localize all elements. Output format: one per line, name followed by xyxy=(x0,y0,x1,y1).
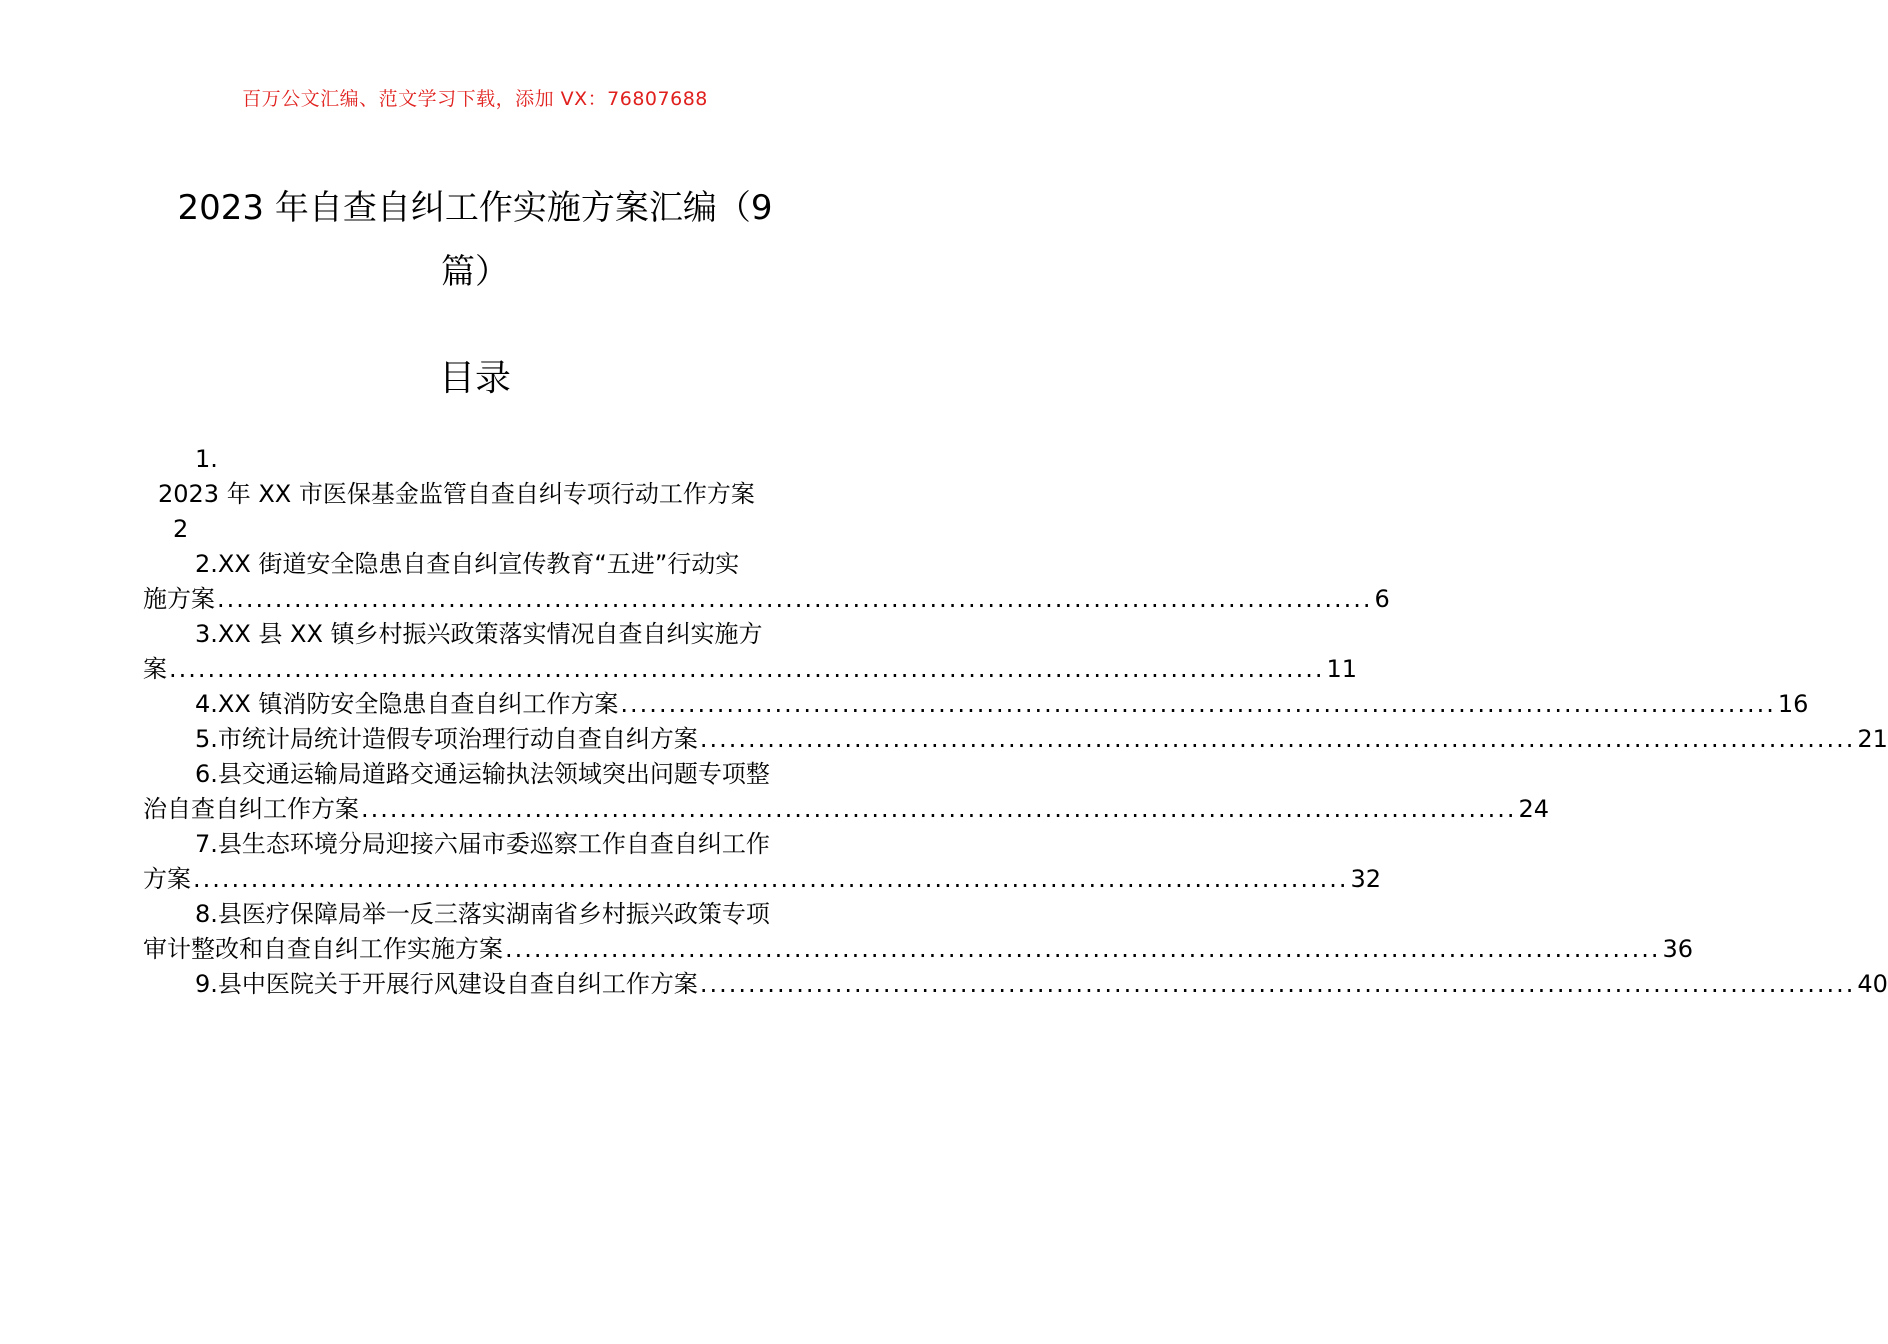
header-watermark-note: 百万公文汇编、范文学习下载，添加 VX：76807688 xyxy=(242,88,708,110)
toc-entry-page: 40 xyxy=(1857,970,1888,998)
toc-entry-page: 16 xyxy=(1777,690,1809,718)
toc-entry-title: 6.县交通运输局道路交通运输执法领域突出问题专项整 xyxy=(195,760,770,788)
toc-entry-leader-line xyxy=(143,687,1809,722)
toc-dot-leader: ........................................................................................................................ xyxy=(169,655,1325,683)
toc-entry-title: 5.市统计局统计造假专项治理行动自查自纠方案 xyxy=(195,725,698,753)
toc-entry-title-tail: 施方案 xyxy=(143,585,215,613)
toc-dot-leader: ........................................................................................................................ xyxy=(217,585,1373,613)
toc-heading: 目录 xyxy=(438,358,511,399)
toc-entry-leader-line xyxy=(143,862,1382,897)
toc-entry-page: 32 xyxy=(1350,865,1382,893)
toc-dot-leader: ........................................................................................................................ xyxy=(699,970,1856,998)
table-of-contents xyxy=(143,442,1888,1002)
toc-dot-leader: ........................................................................................................................ xyxy=(505,935,1661,963)
toc-entry-9[interactable] xyxy=(143,967,1888,1002)
toc-entry-7[interactable] xyxy=(143,827,1382,897)
toc-entry-5[interactable] xyxy=(143,722,1888,757)
toc-entry-title: 2023 年 XX 市医保基金监管自查自纠专项行动工作方案 xyxy=(158,480,755,508)
toc-entry-title: 7.县生态环境分局迎接六届市委巡察工作自查自纠工作 xyxy=(195,830,770,858)
toc-entry-leader-line xyxy=(143,652,1358,687)
toc-entry-leader-line xyxy=(143,932,1694,967)
toc-entry-page: 11 xyxy=(1326,655,1358,683)
toc-entry-page: 36 xyxy=(1662,935,1694,963)
toc-entry-3[interactable] xyxy=(143,617,1358,687)
toc-dot-leader: ........................................................................................................................ xyxy=(699,725,1856,753)
toc-entry-title: 4.XX 镇消防安全隐患自查自纠工作方案 xyxy=(195,690,619,718)
toc-entry-4[interactable] xyxy=(143,687,1809,722)
toc-entry-6[interactable] xyxy=(143,757,1550,827)
toc-entry-page: 6 xyxy=(1374,585,1390,613)
toc-entry-title: 3.XX 县 XX 镇乡村振兴政策落实情况自查自纠实施方 xyxy=(195,620,763,648)
toc-entry-title: 9.县中医院关于开展行风建设自查自纠工作方案 xyxy=(195,970,698,998)
toc-entry-title-tail: 案 xyxy=(143,655,167,683)
toc-dot-leader: ........................................................................................................................ xyxy=(620,690,1776,718)
toc-entry-leader-line xyxy=(143,582,1390,617)
toc-entry-number: 1. xyxy=(195,445,218,473)
toc-entry-1[interactable] xyxy=(143,442,807,547)
toc-entry-title-tail: 治自查自纠工作方案 xyxy=(143,795,359,823)
toc-entry-page: 24 xyxy=(1518,795,1550,823)
toc-entry-title: 8.县医疗保障局举一反三落实湖南省乡村振兴政策专项 xyxy=(195,900,770,928)
toc-entry-title-tail: 方案 xyxy=(143,865,191,893)
toc-entry-leader-line xyxy=(143,967,1888,1002)
document-title-line-1: 2023 年自查自纠工作实施方案汇编（9 xyxy=(177,188,773,228)
toc-entry-page: 2 xyxy=(173,515,189,543)
document-title-line-2: 篇） xyxy=(441,252,509,292)
toc-entry-leader-line xyxy=(143,722,1888,757)
toc-dot-leader: ........................................................................................................................ xyxy=(361,795,1517,823)
toc-entry-8[interactable] xyxy=(143,897,1694,967)
toc-entry-title: 2.XX 街道安全隐患自查自纠宣传教育“五进”行动实 xyxy=(195,550,740,578)
toc-entry-page: 21 xyxy=(1857,725,1888,753)
toc-entry-leader-line xyxy=(143,792,1550,827)
toc-entry-2[interactable] xyxy=(143,547,1390,617)
document-title xyxy=(160,176,790,304)
toc-dot-leader: ........................................................................................................................ xyxy=(193,865,1349,893)
toc-entry-title-tail: 审计整改和自查自纠工作实施方案 xyxy=(143,935,503,963)
